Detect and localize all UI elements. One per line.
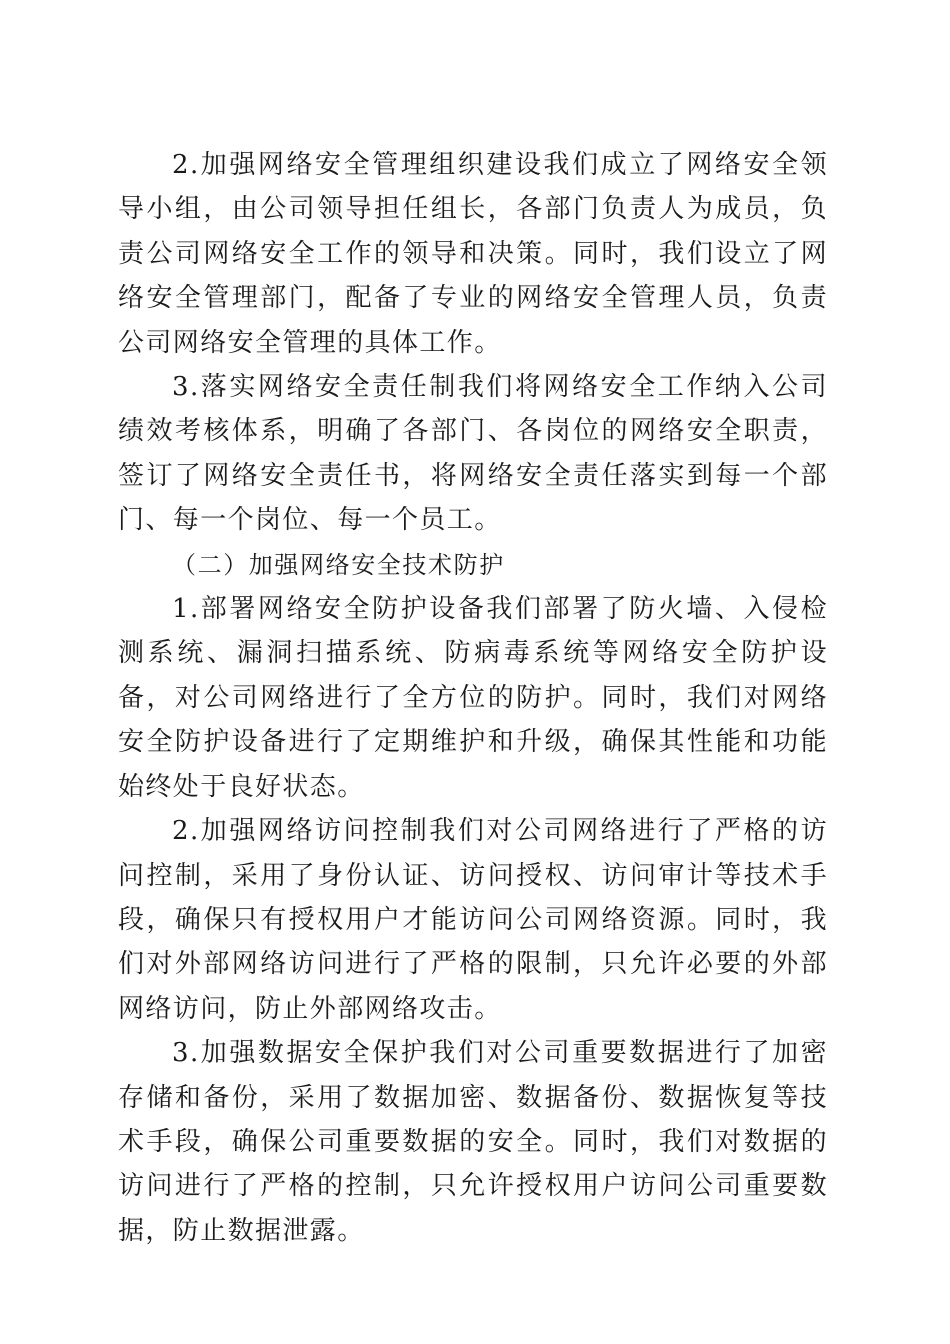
document-body [118, 143, 828, 1253]
paragraph-responsibility: 3.落实网络安全责任制我们将网络安全工作纳入公司绩效考核体系，明确了各部门、各岗位的网络安全职责，签订了网络安全责任书，将网络安全责任落实到每一个部门、每一个岗位、每一个员工。 [118, 372, 828, 536]
paragraph-data-protection: 3.加强数据安全保护我们对公司重要数据进行了加密存储和备份，采用了数据加密、数据备份、数据恢复等技术手段，确保公司重要数据的安全。同时，我们对数据的访问进行了严格的控制，只允许授权用户访问公司重要数据，防止数据泄露。 [118, 1038, 828, 1246]
paragraph-protection-devices: 1.部署网络安全防护设备我们部署了防火墙、入侵检测系统、漏洞扫描系统、防病毒系统等网络安全防护设备，对公司网络进行了全方位的防护。同时，我们对网络安全防护设备进行了定期维护和升级，确保其性能和功能始终处于良好状态。 [118, 594, 828, 802]
paragraph-access-control: 2.加强网络访问控制我们对公司网络进行了严格的访问控制，采用了身份认证、访问授权、访问审计等技术手段，确保只有授权用户才能访问公司网络资源。同时，我们对外部网络访问进行了严格的限制，只允许必要的外部网络访问，防止外部网络攻击。 [118, 816, 828, 1024]
paragraph-org-building: 2.加强网络安全管理组织建设我们成立了网络安全领导小组，由公司领导担任组长，各部门负责人为成员，负责公司网络安全工作的领导和决策。同时，我们设立了网络安全管理部门，配备了专业的网络安全管理人员，负责公司网络安全管理的具体工作。 [118, 150, 828, 358]
section-heading-tech-protection: （二）加强网络安全技术防护 [172, 550, 505, 579]
